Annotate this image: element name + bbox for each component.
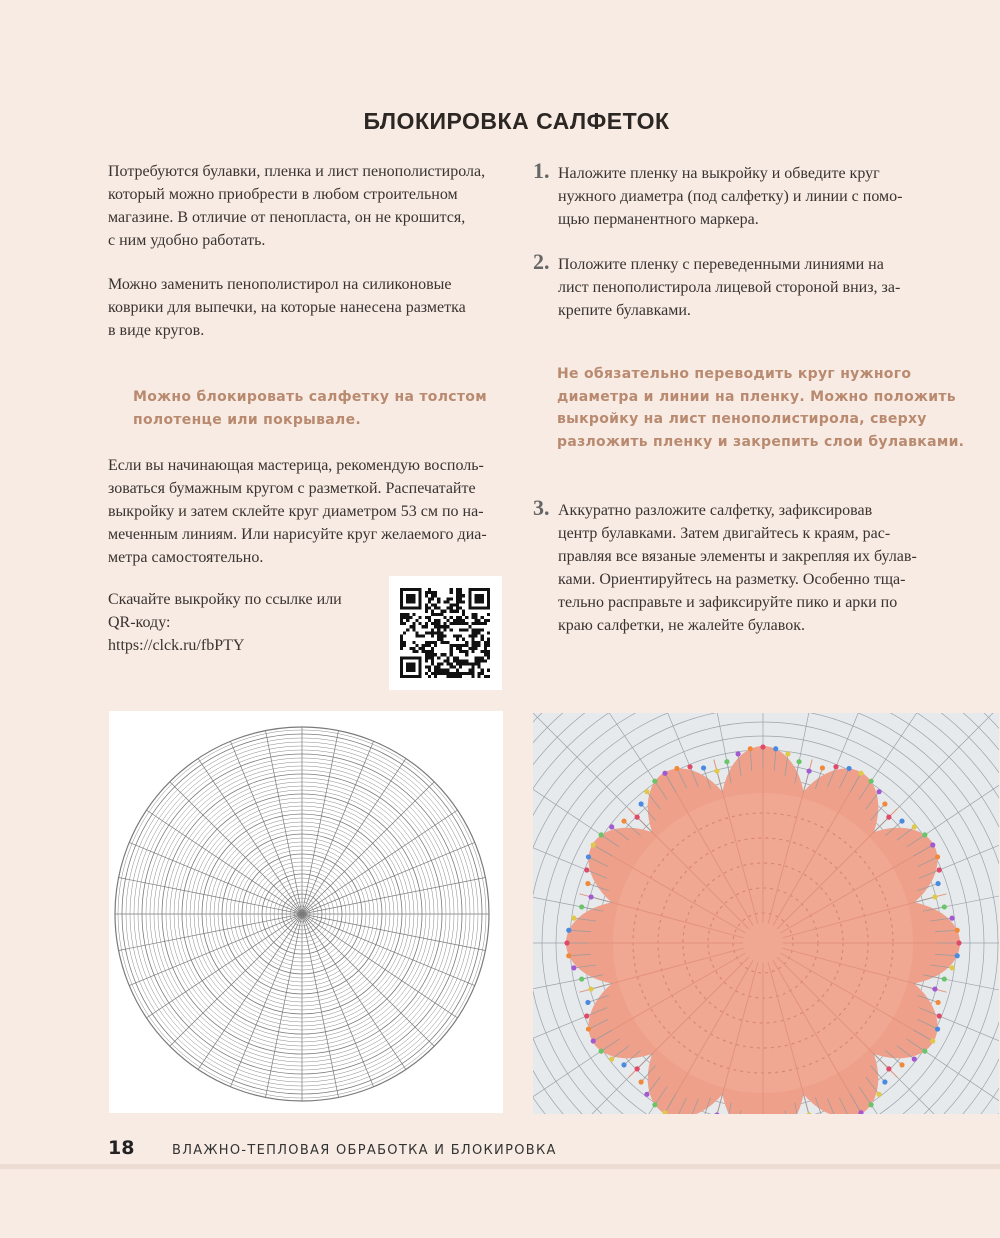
page-title: БЛОКИРОВКА САЛФЕТОК <box>363 108 670 134</box>
circle-pattern-image <box>109 711 503 1113</box>
download-paragraph: Скачайте выкройку по ссылке или QR-коду: https://clck.ru/fbPTY <box>108 588 342 657</box>
tip-pattern: Не обязательно переводить круг нужного диаметра и линии на пленку. Можно положить выкройку на лист пенополистирола, сверху разложить пленку и закрепить слои булавками. <box>557 366 965 450</box>
step-1-text: Наложите пленку на выкройку и обведите круг нужного диаметра (под салфетку) и линии с помо- щью перманентного маркера. <box>558 165 903 228</box>
footer-divider <box>0 1164 1000 1169</box>
intro-paragraph: Потребуются булавки, пленка и лист пенополистирола, который можно приобрести в любом строительном магазине. В отличие от пенопласта, он не крошится, с ним удобно работать. <box>108 163 486 249</box>
step-3-number: 3. <box>533 495 550 520</box>
polar-grid-graphic <box>109 711 503 1113</box>
blocked-doily-photo <box>533 713 999 1114</box>
alternative-paragraph: Можно заменить пенополистирол на силиконовые коврики для выпечки, на которые нанесена разметка в виде кругов. <box>108 276 466 339</box>
qr-code-icon[interactable] <box>389 576 502 690</box>
section-title: ВЛАЖНО-ТЕПЛОВАЯ ОБРАБОТКА И БЛОКИРОВКА <box>172 1143 557 1158</box>
doily-pinned-graphic <box>533 713 999 1114</box>
tip-towel: Можно блокировать салфетку на толстом полотенце или покрывале. <box>133 389 487 428</box>
step-3-text: Аккуратно разложите салфетку, зафиксировав центр булавками. Затем двигайтесь к краям, рас- правляя все вязаные элементы и закрепляя их булав- ками. Ориентируйтесь на разметку. Особенно тща- тельно расправьте и зафиксируйте пико и арки по краю салфетки, не жалейте булавок. <box>558 502 917 634</box>
step-2-number: 2. <box>533 249 550 274</box>
download-link[interactable]: https://clck.ru/fbPTY <box>108 637 245 654</box>
qr-code-graphic <box>400 588 490 678</box>
step-2-text: Положите пленку с переведенными линиями на лист пенополистирола лицевой стороной вниз, за- крепите булавками. <box>558 256 901 319</box>
page-number: 18 <box>108 1137 135 1159</box>
step-1-number: 1. <box>533 158 550 183</box>
beginner-paragraph: Если вы начинающая мастерица, рекомендую восполь- зоваться бумажным кругом с разметкой. Распечатайте выкройку и затем склейте круг диаметром 53 см по на- меченным линиям. Или нарисуйте круг желаемого диа- метра самостоятельно. <box>108 457 487 566</box>
